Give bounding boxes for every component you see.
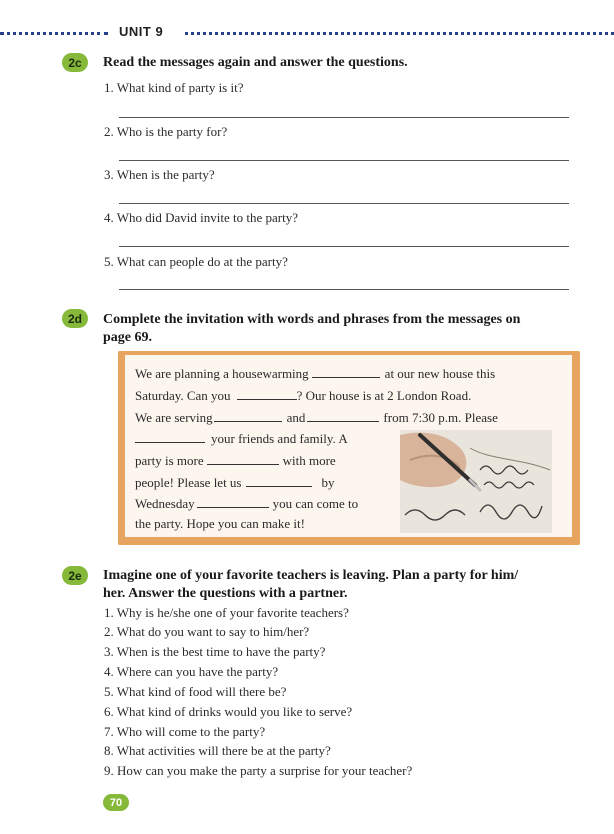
- blank-4[interactable]: [307, 409, 379, 422]
- invitation-text: your friends and family. A: [211, 431, 348, 446]
- question-2c-5: 5. What can people do at the party?: [104, 254, 288, 269]
- exercise-badge-2d: 2d: [62, 309, 88, 328]
- exercise-2c-instruction: Read the messages again and answer the questions.: [103, 55, 408, 70]
- invitation-text: ? Our house is at 2 London Road.: [296, 388, 472, 403]
- question-2e-3: 3. When is the best time to have the party?: [104, 644, 326, 659]
- invitation-line-3: [135, 409, 498, 426]
- invitation-line-4: [135, 430, 348, 447]
- exercise-2e-instruction-line1: Imagine one of your favorite teachers is leaving. Plan a party for him/: [103, 568, 519, 583]
- exercise-2e-instruction-line2: her. Answer the questions with a partner.: [103, 586, 348, 601]
- invitation-text: Saturday. Can you: [135, 388, 231, 403]
- question-2c-2: 2. Who is the party for?: [104, 124, 228, 139]
- blank-8[interactable]: [197, 495, 269, 508]
- invitation-text: party is more: [135, 453, 204, 468]
- handwriting-photo: [400, 430, 552, 533]
- exercise-2d-instruction-line2: page 69.: [103, 330, 152, 345]
- answer-line-2c-1[interactable]: [119, 117, 569, 118]
- blank-1[interactable]: [312, 365, 380, 378]
- invitation-line-1: [135, 365, 495, 382]
- invitation-text: people! Please let us: [135, 475, 242, 490]
- question-2c-4: 4. Who did David invite to the party?: [104, 210, 298, 225]
- header-dots-left: [0, 32, 108, 35]
- question-2e-6: 6. What kind of drinks would you like to serve?: [104, 704, 353, 719]
- invitation-line-8: the party. Hope you can make it!: [135, 516, 305, 531]
- answer-line-2c-4[interactable]: [119, 246, 569, 247]
- exercise-badge-2c: 2c: [62, 53, 88, 72]
- answer-line-2c-3[interactable]: [119, 203, 569, 204]
- question-2e-9: 9. How can you make the party a surprise for your teacher?: [104, 763, 413, 778]
- hand-writing-illustration: [400, 430, 552, 533]
- invitation-line-6: [135, 474, 335, 491]
- question-2c-1: 1. What kind of party is it?: [104, 80, 244, 95]
- question-2e-1: 1. Why is he/she one of your favorite teachers?: [104, 605, 349, 620]
- blank-6[interactable]: [207, 452, 279, 465]
- invitation-text: Wednesday: [135, 496, 195, 511]
- question-2e-7: 7. Who will come to the party?: [104, 724, 266, 739]
- blank-2[interactable]: [237, 387, 297, 400]
- invitation-text: you can come to: [272, 496, 359, 511]
- exercise-badge-2e: 2e: [62, 566, 88, 585]
- invitation-text: by: [321, 475, 335, 490]
- invitation-text: with more: [282, 453, 336, 468]
- exercise-2d-instruction-line1: Complete the invitation with words and phrases from the messages on: [103, 312, 521, 327]
- question-2c-3: 3. When is the party?: [104, 167, 215, 182]
- page-number: 70: [103, 794, 129, 811]
- invitation-line-5: [135, 452, 336, 469]
- header-dots-right: [185, 32, 614, 35]
- answer-line-2c-5[interactable]: [119, 289, 569, 290]
- answer-line-2c-2[interactable]: [119, 160, 569, 161]
- invitation-text: at our new house this: [384, 366, 496, 381]
- blank-7[interactable]: [246, 474, 312, 487]
- blank-3[interactable]: [214, 409, 282, 422]
- question-2e-2: 2. What do you want to say to him/her?: [104, 624, 310, 639]
- invitation-line-7: [135, 495, 358, 512]
- invitation-line-2: [135, 387, 471, 404]
- invitation-text: We are planning a housewarming: [135, 366, 309, 381]
- question-2e-5: 5. What kind of food will there be?: [104, 684, 287, 699]
- question-2e-4: 4. Where can you have the party?: [104, 664, 279, 679]
- blank-5[interactable]: [135, 430, 205, 443]
- invitation-text: from 7:30 p.m. Please: [383, 410, 498, 425]
- unit-title: UNIT 9: [119, 24, 164, 39]
- invitation-text: and: [286, 410, 306, 425]
- question-2e-8: 8. What activities will there be at the party?: [104, 743, 331, 758]
- invitation-text: We are serving: [135, 410, 213, 425]
